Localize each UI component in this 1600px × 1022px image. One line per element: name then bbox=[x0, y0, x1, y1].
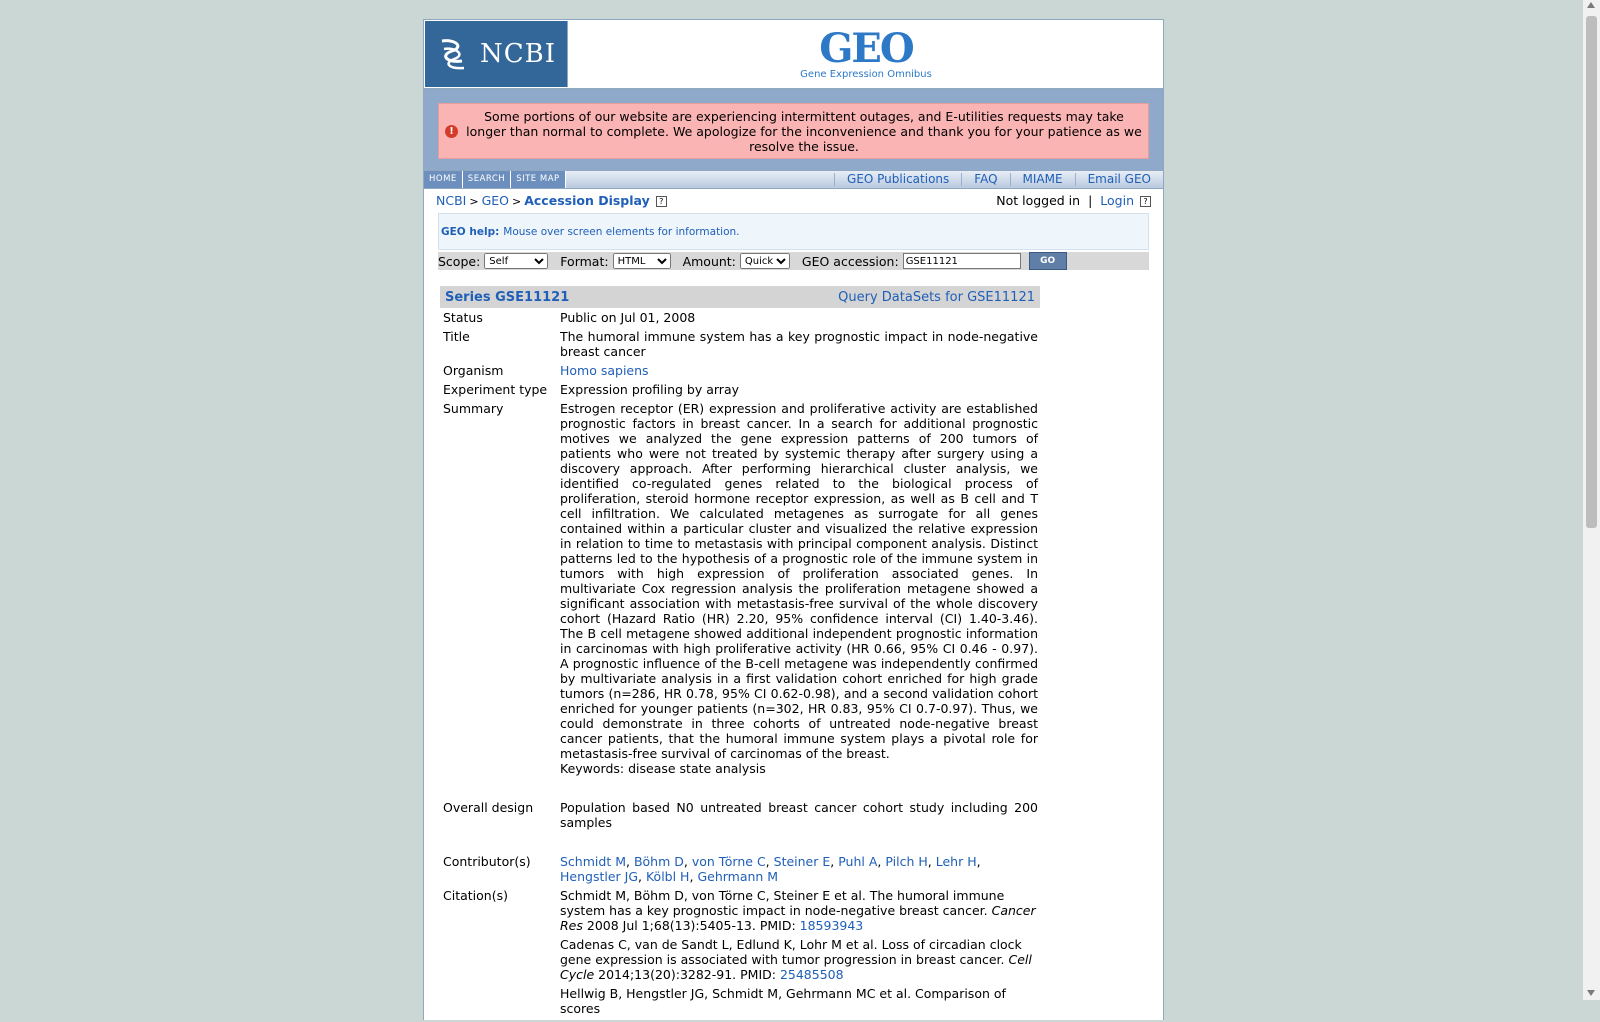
organism-link[interactable]: Homo sapiens bbox=[560, 363, 649, 378]
contributor-separator: , bbox=[625, 854, 630, 869]
table-row bbox=[440, 380, 1040, 399]
login-area bbox=[996, 193, 1151, 208]
contributor-separator: , bbox=[877, 854, 882, 869]
title-label: Title bbox=[443, 329, 470, 344]
login-link[interactable]: Login bbox=[1100, 192, 1134, 208]
table-row bbox=[440, 361, 1040, 380]
contributor-separator: , bbox=[830, 854, 835, 869]
nav-link-miame[interactable]: MIAME bbox=[1010, 173, 1075, 186]
overall-design-value: Population based N0 untreated breast cancer cohort study including 200 samples bbox=[560, 800, 1038, 830]
contributor-link[interactable]: Kölbl H bbox=[645, 869, 690, 884]
contributor-separator: , bbox=[765, 854, 770, 869]
table-row bbox=[440, 399, 1040, 798]
nav-search-button[interactable]: SEARCH bbox=[463, 171, 511, 188]
query-form bbox=[438, 252, 1149, 270]
keywords-text: Keywords: disease state analysis bbox=[560, 761, 766, 776]
status-value: Public on Jul 01, 2008 bbox=[560, 310, 696, 325]
citation bbox=[560, 937, 1038, 982]
breadcrumb-row bbox=[424, 189, 1163, 211]
table-row bbox=[440, 852, 1040, 886]
contributor-link[interactable]: Hengstler JG bbox=[560, 869, 639, 884]
series-details-table bbox=[440, 308, 1040, 1022]
nav-link-geo-publications[interactable]: GEO Publications bbox=[834, 173, 961, 186]
nav-link-email-geo[interactable]: Email GEO bbox=[1075, 173, 1163, 186]
geo-logo-subtitle: Gene Expression Omnibus bbox=[800, 68, 932, 80]
contributor-separator: , bbox=[683, 854, 688, 869]
citation-text: Cadenas C, van de Sandt L, Edlund K, Lohr M et al. Loss of circadian clock gene expression is associated with tumor progression in breast cancer. bbox=[560, 937, 1022, 967]
title-value: The humoral immune system has a key prognostic impact in node-negative breast cancer bbox=[560, 329, 1038, 359]
format-label: Format: bbox=[560, 253, 609, 269]
warning-icon: ! bbox=[445, 125, 458, 138]
series-header bbox=[440, 286, 1040, 308]
login-divider: | bbox=[1088, 192, 1093, 208]
series-title: Series GSE11121 bbox=[445, 289, 570, 305]
go-button[interactable]: GO bbox=[1029, 252, 1067, 270]
contributor-separator: , bbox=[638, 869, 642, 884]
contributor-link[interactable]: Lehr H bbox=[935, 854, 977, 869]
ncbi-helix-icon bbox=[436, 35, 470, 73]
amount-select[interactable] bbox=[740, 253, 790, 269]
citation bbox=[560, 888, 1038, 933]
contributors-label: Contributor(s) bbox=[443, 854, 531, 869]
outage-alert bbox=[438, 103, 1149, 159]
citation-details: 2014;13(20):3282-91. PMID: bbox=[594, 967, 780, 982]
table-row bbox=[440, 886, 1040, 1022]
geo-help-label: GEO help: bbox=[441, 225, 500, 238]
contributor-separator: , bbox=[976, 854, 981, 869]
alert-message: Some portions of our website are experiencing intermittent outages, and E-utilities requests may take longer than normal to complete. We apologize for the inconvenience and thank you for your patience as we resolve the issue. bbox=[466, 108, 1142, 154]
contributor-link[interactable]: Pilch H bbox=[885, 854, 928, 869]
ncbi-logo-text: NCBI bbox=[479, 39, 557, 69]
contributor-link[interactable]: Schmidt M bbox=[560, 854, 626, 869]
accession-label: GEO accession: bbox=[801, 253, 899, 269]
status-label: Status bbox=[443, 310, 483, 325]
help-icon[interactable]: ? bbox=[656, 196, 667, 207]
citation-text: Hellwig B, Hengstler JG, Schmidt M, Gehrmann MC et al. Comparison of scores bbox=[560, 986, 1006, 1016]
pmid-link[interactable]: 18593943 bbox=[799, 918, 864, 933]
nav-link-faq[interactable]: FAQ bbox=[961, 173, 1009, 186]
nav-home-button[interactable]: HOME bbox=[424, 171, 463, 188]
citation-journal: Cancer Res bbox=[560, 903, 1036, 933]
format-select[interactable] bbox=[613, 253, 671, 269]
breadcrumb-separator: > bbox=[512, 194, 522, 208]
series-panel bbox=[440, 286, 1040, 1022]
contributor-link[interactable]: Steiner E bbox=[773, 854, 831, 869]
experiment-type-label: Experiment type bbox=[443, 382, 548, 397]
nav-bar bbox=[424, 170, 1163, 189]
organism-label: Organism bbox=[443, 363, 504, 378]
header bbox=[424, 20, 1163, 89]
nav-sitemap-button[interactable]: SITE MAP bbox=[511, 171, 565, 188]
citation-details: 2008 Jul 1;68(13):5405-13. PMID: bbox=[582, 918, 800, 933]
contributor-link[interactable]: Böhm D bbox=[633, 854, 684, 869]
amount-label: Amount: bbox=[682, 253, 736, 269]
summary-label: Summary bbox=[443, 401, 504, 416]
overall-design-label: Overall design bbox=[443, 800, 534, 815]
citation-journal: Cell Cycle bbox=[560, 952, 1032, 982]
table-row bbox=[440, 327, 1040, 361]
query-datasets-link[interactable]: Query DataSets for GSE11121 bbox=[838, 289, 1035, 305]
contributor-link[interactable]: Gehrmann M bbox=[697, 869, 779, 884]
geo-help-text: Mouse over screen elements for information. bbox=[503, 225, 740, 238]
contributor-link[interactable]: von Törne C bbox=[691, 854, 766, 869]
table-row bbox=[440, 308, 1040, 327]
summary-text: Estrogen receptor (ER) expression and proliferative activity are established prognostic factors in breast cancer. In a search for additional prognostic motives we analyzed the gene expression patterns of 200 tumors of patients who were not treated by systemic therapy after surgery using a discovery approach. After performing hierarchical cluster analysis, we identified co-regulated genes related to the biological process of proliferation, steroid hormone receptor expression, as well as B cell and T cell infiltration. We calculated metagenes as surrogate for all genes contained within a particular cluster and visualized the relative expression in relation to time to metastasis with principal component analysis. Distinct patterns led to the hypothesis of a prognostic role of the immune system in tumors with high expression of proliferation associated genes. In multivariate Cox regression analysis the proliferation metagene showed a significant association with metastasis-free survival of the whole discovery cohort (Hazard Ratio (HR) 2.20, 95% confidence interval (CI) 1.40-3.46). The B cell metagene showed additional independent prognostic information in carcinomas with high proliferative activity (HR 0.66, 95% CI 0.46 - 0.97). A prognostic influence of the B-cell metagene was independently confirmed by multivariate analysis in a first validation cohort enriched for high grade tumors (n=286, HR 0.78, 95% CI 0.62-0.98), and a second validation cohort enriched for younger patients (n=302, HR 0.83, 95% CI 0.7-0.97). Thus, we could demonstrate in three cohorts of untreated node-negative breast cancer patients, that the humoral immune system plays a pivotal role for metastasis-free survival of carcinomas of the breast. bbox=[560, 401, 1038, 761]
scope-label: Scope: bbox=[438, 253, 481, 269]
contributor-separator: , bbox=[927, 854, 932, 869]
citation bbox=[560, 986, 1038, 1016]
experiment-type-value: Expression profiling by array bbox=[560, 382, 740, 397]
alert-band bbox=[424, 89, 1163, 170]
breadcrumb-current: Accession Display bbox=[524, 192, 650, 208]
pmid-link[interactable]: 25485508 bbox=[779, 967, 844, 982]
ncbi-logo[interactable] bbox=[425, 21, 568, 87]
contributors-list bbox=[558, 852, 1040, 886]
geo-logo[interactable] bbox=[569, 20, 1163, 88]
scroll-up-arrow-icon[interactable] bbox=[1587, 2, 1595, 8]
login-help-icon[interactable]: ? bbox=[1140, 196, 1151, 207]
page-scrollbar[interactable] bbox=[1583, 0, 1600, 1000]
contributor-separator: , bbox=[689, 869, 694, 884]
table-row bbox=[440, 798, 1040, 852]
citations-label: Citation(s) bbox=[443, 888, 508, 903]
scroll-down-arrow-icon[interactable] bbox=[1587, 990, 1595, 996]
contributor-link[interactable]: Puhl A bbox=[838, 854, 878, 869]
breadcrumb-geo[interactable]: GEO bbox=[481, 192, 509, 208]
breadcrumb bbox=[436, 193, 667, 208]
breadcrumb-ncbi[interactable]: NCBI bbox=[436, 192, 467, 208]
page-container bbox=[423, 19, 1164, 1020]
scroll-thumb[interactable] bbox=[1586, 16, 1597, 528]
scope-select[interactable] bbox=[484, 253, 548, 269]
geo-help-box bbox=[438, 213, 1149, 250]
citation-text: Schmidt M, Böhm D, von Törne C, Steiner E et al. The humoral immune system has a key prognostic impact in node-negative breast cancer. bbox=[560, 888, 1005, 918]
geo-logo-text: GEO bbox=[819, 24, 913, 72]
login-status: Not logged in bbox=[996, 192, 1081, 208]
accession-input[interactable] bbox=[903, 253, 1021, 269]
breadcrumb-separator: > bbox=[469, 194, 479, 208]
